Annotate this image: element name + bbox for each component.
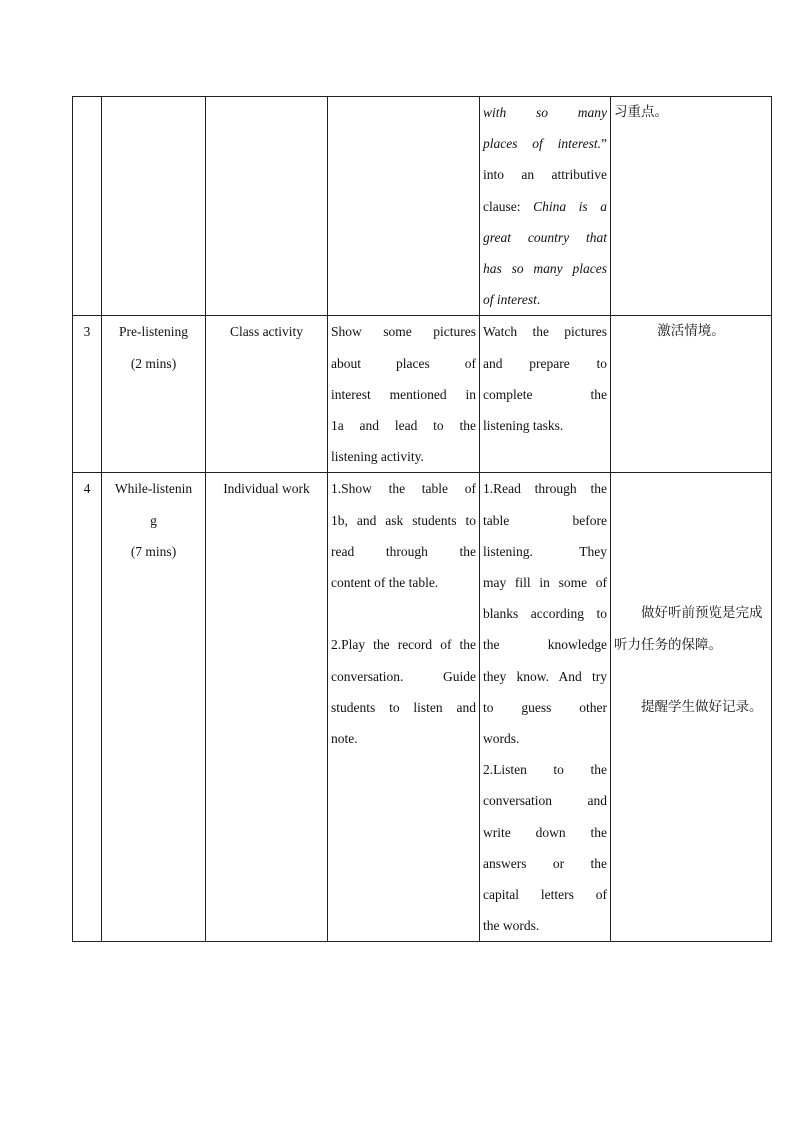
teacher-activity-cell bbox=[328, 97, 480, 316]
text-line: conversation and bbox=[483, 793, 607, 809]
stage-duration: (7 mins) bbox=[130, 543, 177, 559]
table-row bbox=[73, 97, 772, 316]
text-line: and prepare to bbox=[483, 355, 607, 371]
text-line: may fill in some of bbox=[483, 575, 607, 591]
text-line: students to listen and bbox=[331, 699, 476, 715]
purpose-cell bbox=[611, 316, 772, 473]
step-cell: 3 bbox=[73, 316, 102, 473]
stage-text: g bbox=[150, 512, 157, 528]
text-line: listening tasks. bbox=[483, 418, 564, 434]
stage-text: Pre-listening bbox=[119, 324, 188, 340]
mode-cell: Individual work bbox=[206, 473, 328, 942]
text-line: 1b, and ask students to bbox=[331, 512, 476, 528]
purpose-text: 习重点。 bbox=[614, 104, 668, 120]
purpose-cell bbox=[611, 473, 772, 942]
table-row bbox=[73, 316, 772, 473]
text-line: 1.Read through the bbox=[483, 481, 607, 497]
teacher-activity-cell bbox=[328, 473, 480, 942]
student-activity-cell bbox=[480, 97, 611, 316]
text-line: blanks according to bbox=[483, 606, 607, 622]
text-line: 2.Play the record of the bbox=[331, 637, 476, 653]
text-line: interest mentioned in bbox=[331, 386, 476, 402]
text-line bbox=[483, 191, 607, 222]
text-line: they know. And try bbox=[483, 668, 607, 684]
purpose-text: 提醒学生做好记录。 bbox=[641, 699, 763, 716]
text-line: listening. They bbox=[483, 543, 607, 559]
text-segment: ” bbox=[601, 136, 607, 152]
text-line bbox=[483, 159, 607, 190]
step-cell bbox=[73, 97, 102, 316]
text-segment: into an attributive bbox=[483, 167, 607, 183]
text-line: about places of bbox=[331, 355, 476, 371]
text-line: content of the table. bbox=[331, 575, 439, 591]
text-line bbox=[483, 222, 607, 253]
text-line: table before bbox=[483, 512, 607, 528]
text-segment: great country that bbox=[483, 229, 607, 245]
mode-cell bbox=[206, 97, 328, 316]
purpose-cell bbox=[611, 97, 772, 316]
text-line: capital letters of bbox=[483, 887, 607, 903]
student-activity-cell bbox=[480, 473, 611, 942]
text-line: Watch the pictures bbox=[483, 324, 607, 340]
text-line: 1.Show the table of bbox=[331, 481, 476, 497]
text-segment: with so many bbox=[483, 105, 607, 120]
stage-text: While-listenin bbox=[114, 481, 193, 497]
text-line bbox=[483, 253, 607, 284]
text-segment: of interest bbox=[483, 292, 537, 308]
text-line bbox=[483, 128, 607, 159]
stage-cell bbox=[102, 316, 206, 473]
text-line bbox=[483, 284, 607, 315]
step-cell: 4 bbox=[73, 473, 102, 942]
text-line: listening activity. bbox=[331, 449, 424, 465]
stage-cell bbox=[102, 97, 206, 316]
text-line: the knowledge bbox=[483, 637, 607, 653]
text-line: note. bbox=[331, 731, 358, 747]
purpose-text: 激活情境。 bbox=[657, 323, 725, 340]
text-segment: clause: bbox=[483, 198, 521, 214]
text-segment: China is a bbox=[520, 198, 607, 214]
text-segment: has so many places bbox=[483, 261, 607, 277]
text-line: read through the bbox=[331, 543, 476, 559]
text-line: Show some pictures bbox=[331, 324, 476, 340]
text-line: 1a and lead to the bbox=[331, 418, 476, 434]
stage-cell bbox=[102, 473, 206, 942]
text-line bbox=[331, 598, 476, 629]
text-segment: places of interest. bbox=[483, 136, 601, 152]
table-row bbox=[73, 473, 772, 942]
text-line: conversation. Guide bbox=[331, 668, 476, 684]
text-line: words. bbox=[483, 731, 520, 747]
text-line: to guess other bbox=[483, 699, 607, 715]
text-line bbox=[483, 97, 607, 128]
student-activity-cell bbox=[480, 316, 611, 473]
text-segment: . bbox=[536, 292, 541, 308]
text-line: answers or the bbox=[483, 855, 607, 871]
lesson-plan-table bbox=[72, 96, 772, 942]
text-line: the words. bbox=[483, 918, 540, 934]
text-line: 2.Listen to the bbox=[483, 762, 607, 778]
stage-duration: (2 mins) bbox=[130, 355, 177, 371]
text-line: write down the bbox=[483, 824, 607, 840]
mode-cell: Class activity bbox=[206, 316, 328, 473]
purpose-text: 做好听前预览是完成听力任务的保障。 bbox=[614, 605, 763, 653]
teacher-activity-cell bbox=[328, 316, 480, 473]
text-line: complete the bbox=[483, 386, 607, 402]
